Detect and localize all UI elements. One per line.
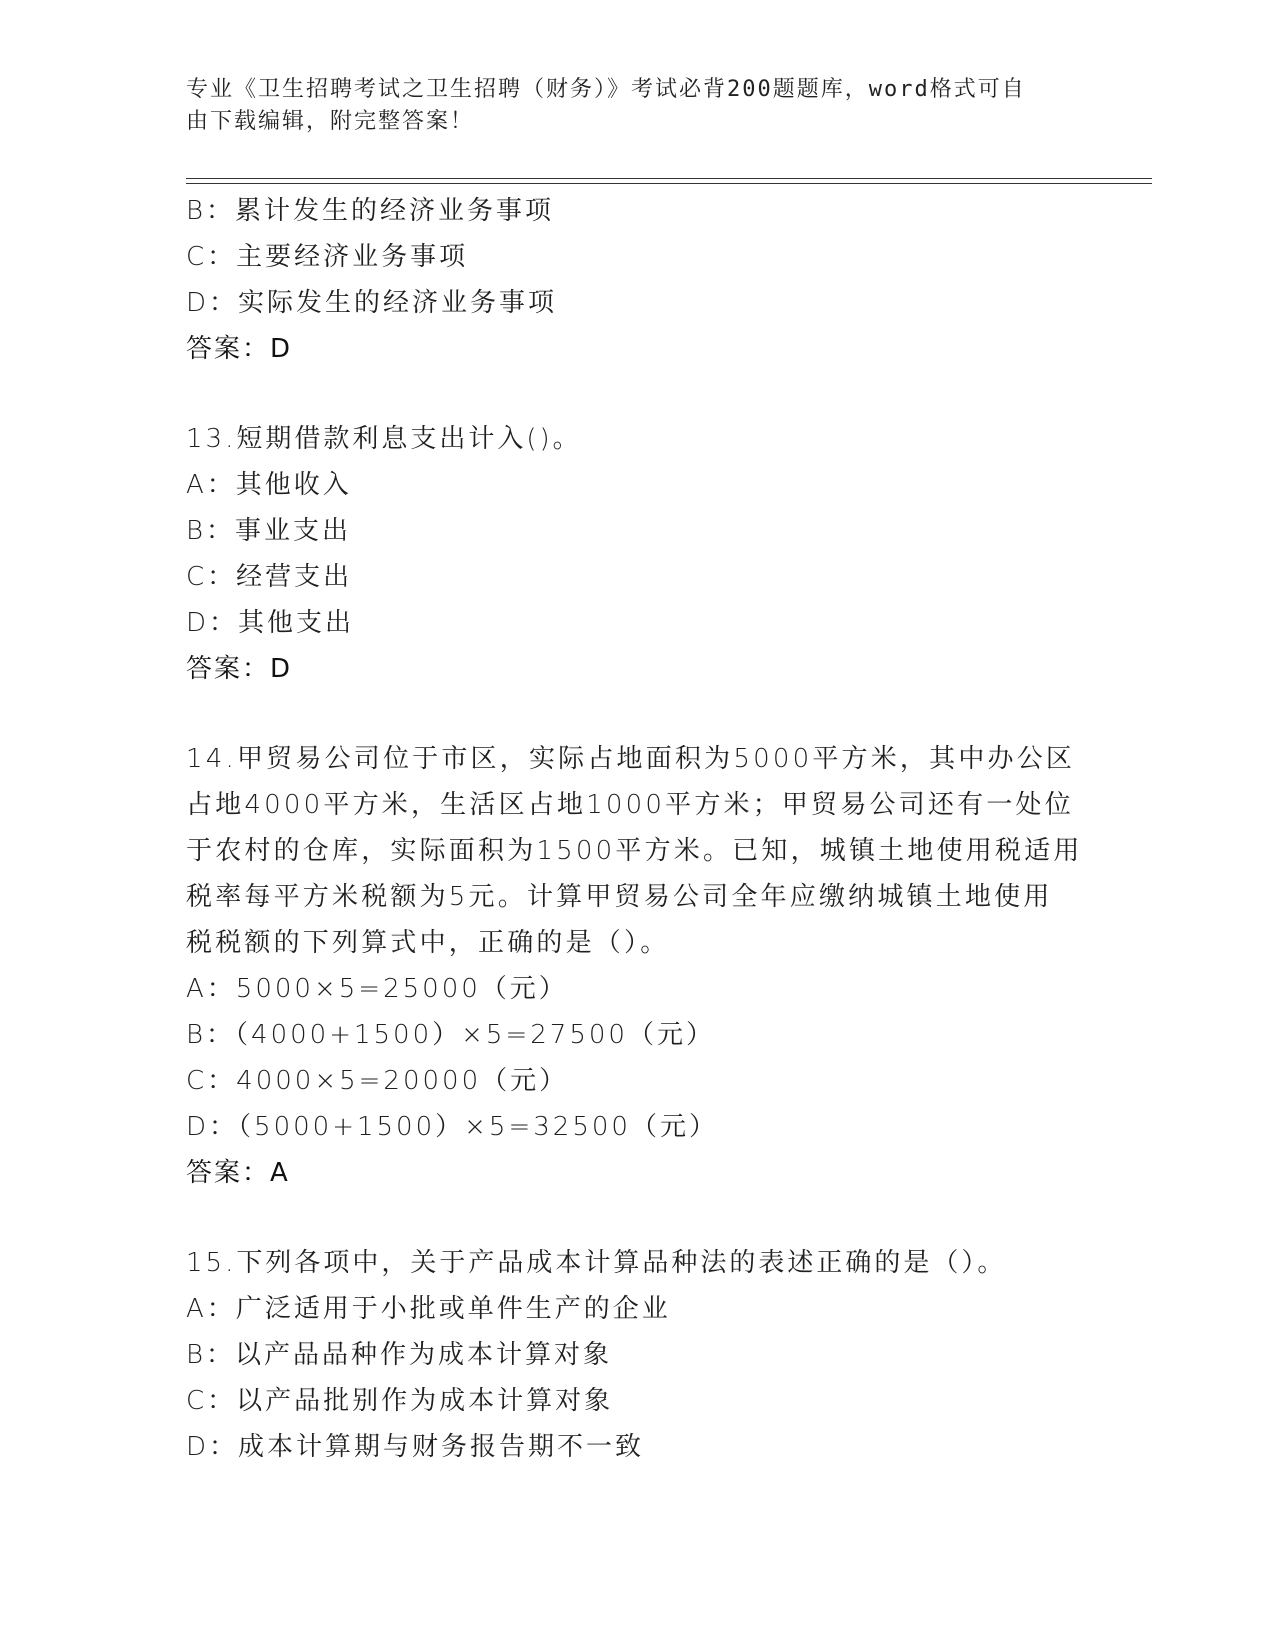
question-12	[186, 188, 1086, 372]
header-line-2: 由下载编辑，附完整答案！	[186, 109, 475, 134]
question-stem-line: 税率每平方米税额为5元。计算甲贸易公司全年应缴纳城镇土地使用	[186, 882, 1053, 912]
option-a: A：广泛适用于小批或单件生产的企业	[186, 1294, 671, 1324]
option-c: C：经营支出	[186, 562, 353, 592]
question-stem-line: 于农村的仓库，实际面积为1500平方米。已知，城镇土地使用税适用	[186, 836, 1083, 866]
spacer	[186, 1196, 1086, 1240]
document-body	[186, 188, 1086, 1470]
option-b: B：（4000+1500）×5=27500（元）	[186, 1020, 715, 1050]
option-a: A：5000×5=25000（元）	[186, 974, 568, 1004]
option-a: A：其他收入	[186, 470, 352, 500]
question-stem-line: 税税额的下列算式中，正确的是（）。	[186, 928, 670, 958]
document-header	[186, 74, 1066, 138]
option-c: C：以产品批别作为成本计算对象	[186, 1386, 614, 1416]
question-stem-line: 占地4000平方米，生活区占地1000平方米；甲贸易公司还有一处位	[186, 790, 1074, 820]
header-line-1: 专业《卫生招聘考试之卫生招聘（财务）》考试必背200题题库，word格式可自	[186, 77, 1026, 102]
question-stem-line: 14.甲贸易公司位于市区，实际占地面积为5000平方米，其中办公区	[186, 744, 1076, 774]
option-d: D：实际发生的经济业务事项	[186, 288, 558, 318]
option-b: B：累计发生的经济业务事项	[186, 196, 555, 226]
answer-line: 答案：A	[186, 1158, 290, 1188]
option-c: C：主要经济业务事项	[186, 242, 469, 272]
answer-line: 答案：D	[186, 334, 293, 364]
question-stem: 15.下列各项中，关于产品成本计算品种法的表述正确的是（）。	[186, 1248, 1007, 1278]
answer-line: 答案：D	[186, 654, 293, 684]
question-13	[186, 416, 1086, 692]
question-stem	[186, 736, 1086, 966]
question-stem: 13.短期借款利息支出计入()。	[186, 424, 582, 454]
spacer	[186, 372, 1086, 416]
option-b: B：以产品品种作为成本计算对象	[186, 1340, 613, 1370]
spacer	[186, 692, 1086, 736]
question-15	[186, 1240, 1086, 1470]
option-b: B：事业支出	[186, 516, 352, 546]
option-c: C：4000×5=20000（元）	[186, 1066, 569, 1096]
option-d: D：成本计算期与财务报告期不一致	[186, 1432, 645, 1462]
question-14	[186, 736, 1086, 1196]
header-divider-bottom	[186, 183, 1152, 184]
header-divider-top	[186, 178, 1152, 179]
option-d: D：（5000+1500）×5=32500（元）	[186, 1112, 718, 1142]
option-d: D：其他支出	[186, 608, 355, 638]
